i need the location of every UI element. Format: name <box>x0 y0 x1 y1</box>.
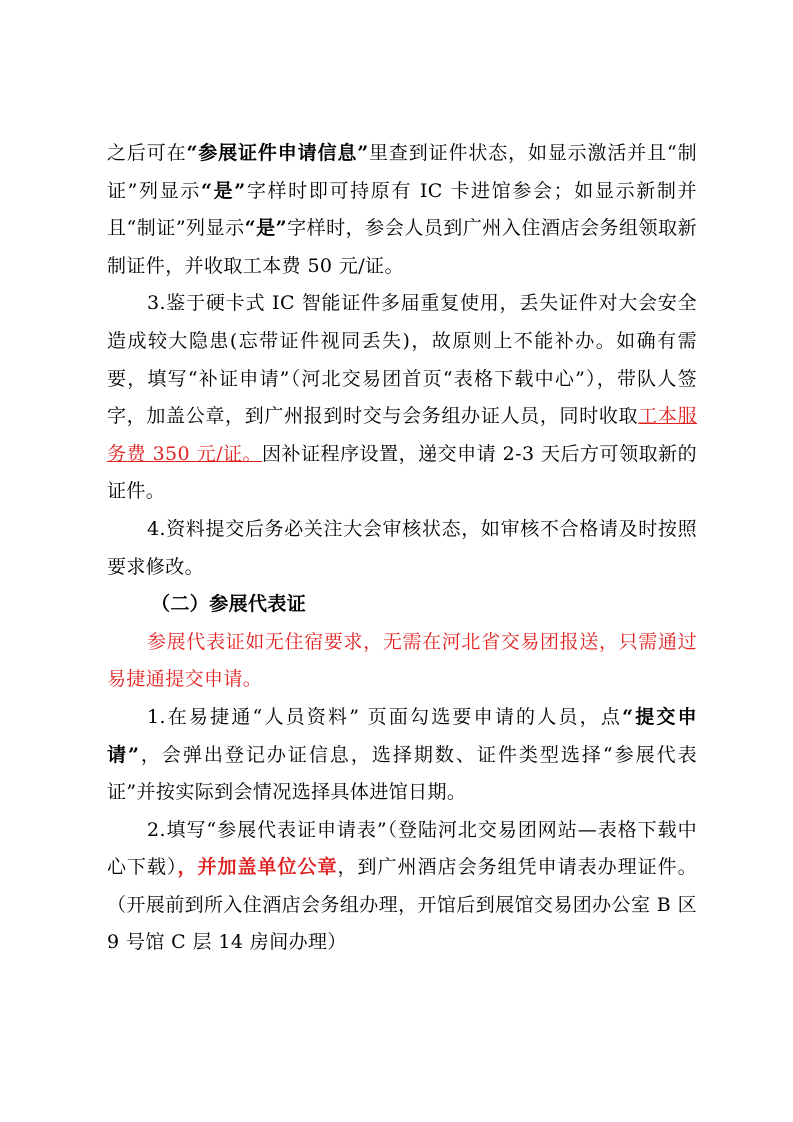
paragraph-step-1: 1.在易捷通“人员资料” 页面勾选要申请的人员，点“提交申请”，会弹出登记办证信息，选择期数、证件类型选择“参展代表证”并按实际到会情况选择具体进馆日期。 <box>107 705 697 804</box>
bold-term-cert-info: “参展证件申请信息” <box>186 142 369 164</box>
paragraph-review-status: 4.资料提交后务必关注大会审核状态，如审核不合格请及时按照要求修改。 <box>107 517 697 578</box>
bold-term-yes: “是” <box>201 179 246 202</box>
document-body <box>107 135 697 962</box>
bold-red-stamp-note: ，并加盖单位公章 <box>177 856 338 879</box>
paragraph-step-2: 2.填写“参展代表证申请表”（登陆河北交易团网站—表格下载中心下载），并加盖单位公章，到广州酒店会务组凭申请表办理证件。（开展前到所入住酒店会务组办理，开馆后到展馆交易团办公室 B 区 9 号馆 C 层 14 房间办理） <box>107 818 697 954</box>
paragraph-cert-status: 之后可在“参展证件申请信息”里查到证件状态，如显示激活并且“制证”列显示“是”字样时即可持原有 IC 卡进馆参会；如显示新制并且“制证”列显示“是”字样时，参会人员到广州入住酒店会务组领取新制证件，并收取工本费 50 元/证。 <box>107 142 698 277</box>
section-heading: （二）参展代表证 <box>151 593 307 616</box>
paragraph-replacement: 3.鉴于硬卡式 IC 智能证件多届重复使用，丢失证件对大会安全造成较大隐患(忘带证件视同丢失)，故原则上不能补办。如确有需要，填写“补证申请”（河北交易团首页“表格下载中心”），带队人签字，加盖公章，到广州报到时交与会务组办证人员，同时收取工本服务费 350 元/证。因补证程序设置，递交申请 2-3 天后方可领取新的证件。 <box>107 292 698 503</box>
bold-term-yes: “是” <box>244 217 287 240</box>
paragraph-exhibitor-note: 参展代表证如无住宿要求，无需在河北省交易团报送，只需通过易捷通提交申请。 <box>107 630 697 691</box>
replacement-fee-highlight: 工本服务费 350 元/证。 <box>107 405 698 465</box>
bold-term-submit: “提交申请” <box>107 705 697 766</box>
